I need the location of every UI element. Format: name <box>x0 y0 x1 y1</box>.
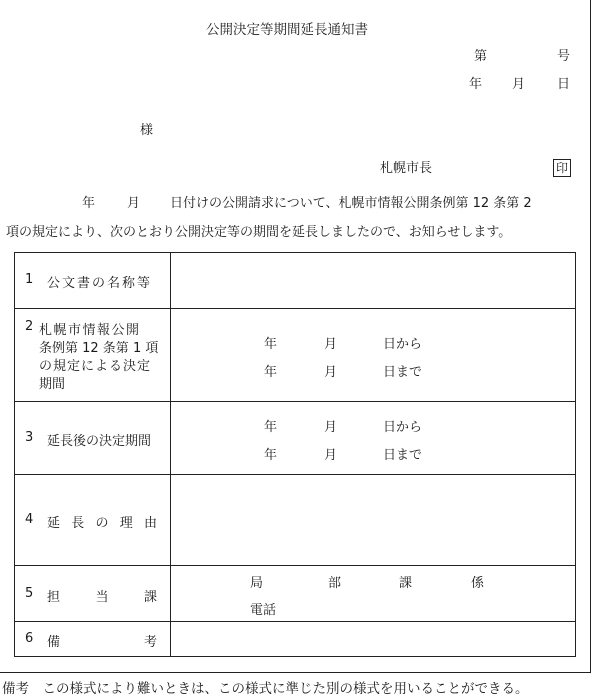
row2-label-line4: 期間 <box>39 377 66 392</box>
table-row-reason <box>15 475 576 566</box>
body-year: 年 <box>82 196 96 211</box>
row6-value-field[interactable] <box>171 622 576 657</box>
row5-department: 部 <box>328 576 342 591</box>
number-suffix: 号 <box>557 49 571 64</box>
row2-from-date: 年 月 日から <box>264 337 423 352</box>
body-text-line1: 日付けの公開請求について、札幌市情報公開条例第 12 条第 2 <box>170 196 532 211</box>
date-day: 日 <box>557 77 571 92</box>
row3-to-date: 年 月 日まで <box>264 448 423 463</box>
date-year: 年 <box>469 77 483 92</box>
table-row-contact <box>15 566 576 622</box>
row2-to-date: 年 月 日まで <box>264 365 423 380</box>
number-label: 第 <box>474 49 488 64</box>
table-row-extended-period <box>15 402 576 475</box>
row5-phone-label: 電話 <box>250 603 277 618</box>
row2-label-line1: 札幌市情報公開 <box>39 323 141 338</box>
row5-bureau: 局 <box>250 576 264 591</box>
row3-label: 延長後の決定期間 <box>47 434 152 449</box>
row2-label-line3: の規定による決定 <box>39 359 152 374</box>
row5-label: 担 当 課 <box>47 590 157 605</box>
body-month: 月 <box>127 196 141 211</box>
row4-num: 4 <box>25 512 34 527</box>
row5-num: 5 <box>25 586 34 601</box>
date-month: 月 <box>512 77 526 92</box>
seal-mark: 印 <box>553 159 571 177</box>
footer-note: 備考 この様式により難いときは、この様式に準じた別の様式を用いることができる。 <box>2 681 529 697</box>
document-title: 公開決定等期間延長通知書 <box>206 22 368 38</box>
info-table <box>14 252 576 657</box>
row2-label-line2: 条例第 12 条第 1 項 <box>39 341 159 356</box>
row2-num: 2 <box>25 319 34 334</box>
row1-num: 1 <box>25 272 34 287</box>
sender-name: 札幌市長 <box>380 161 433 176</box>
row3-num: 3 <box>25 430 34 445</box>
addressee-suffix: 様 <box>140 123 154 138</box>
row1-label: 公文書の名称等 <box>47 276 153 291</box>
table-row-document-name <box>15 253 576 309</box>
table-row-original-period <box>15 309 576 402</box>
row5-section: 課 <box>399 576 413 591</box>
row5-subsection: 係 <box>471 576 485 591</box>
row4-label: 延 長 の 理 由 <box>47 516 157 531</box>
body-text-line2: 項の規定により、次のとおり公開決定等の期間を延長しましたので、お知らせします。 <box>6 225 512 240</box>
row4-value-field[interactable] <box>171 475 576 566</box>
row3-from-date: 年 月 日から <box>264 420 423 435</box>
row6-label: 備 考 <box>47 635 157 650</box>
row1-value-field[interactable] <box>171 253 576 309</box>
row6-num: 6 <box>25 631 34 646</box>
table-row-remarks <box>15 622 576 657</box>
